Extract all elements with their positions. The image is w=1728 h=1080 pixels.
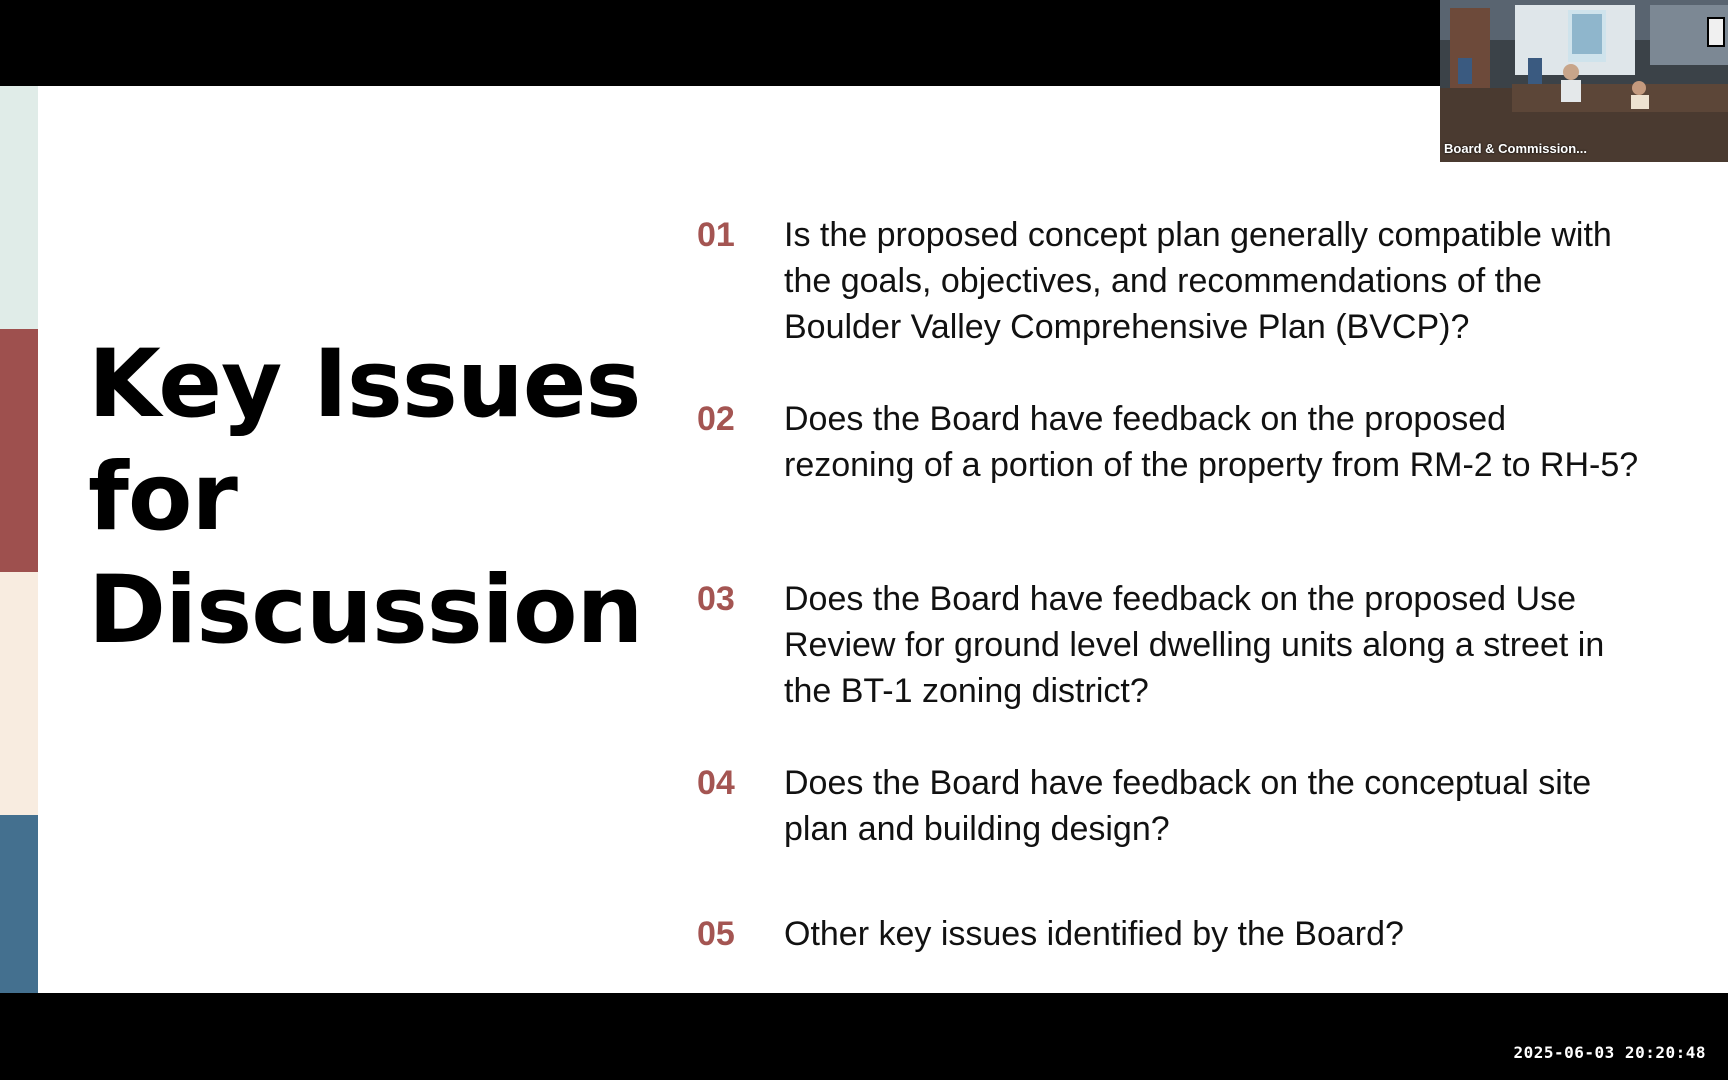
participant-video-tile[interactable] xyxy=(1440,0,1728,162)
issue-text: Does the Board have feedback on the proposed rezoning of a portion of the property from RM-2 to RH-5? xyxy=(784,400,1639,484)
accent-segment-cream xyxy=(0,572,38,815)
issue-text: Other key issues identified by the Board? xyxy=(784,915,1404,953)
issue-text: Does the Board have feedback on the proposed Use Review for ground level dwelling units along a street in the BT-1 zoning district? xyxy=(784,580,1605,710)
accent-segment-mint xyxy=(0,86,38,329)
issue-text: Does the Board have feedback on the conceptual site plan and building design? xyxy=(784,764,1592,848)
accent-bar xyxy=(0,86,38,993)
issue-number: 01 xyxy=(697,216,735,254)
presentation-slide xyxy=(0,86,1728,993)
slide-title: Key Issues for Discussion xyxy=(88,330,643,665)
issue-number: 04 xyxy=(697,764,735,802)
recording-timestamp: 2025-06-03 20:20:48 xyxy=(1513,1043,1706,1062)
issue-number: 05 xyxy=(697,915,735,953)
accent-segment-red xyxy=(0,329,38,572)
issue-number: 03 xyxy=(697,580,735,618)
meeting-room-video-frame xyxy=(1440,0,1728,162)
accent-segment-blue xyxy=(0,815,38,993)
participant-name-label: Board & Commission... xyxy=(1444,141,1588,156)
issue-text: Is the proposed concept plan generally compatible with the goals, objectives, and recommendations of the Boulder Valley Comprehensive Plan (BVCP)? xyxy=(784,216,1612,346)
issue-number: 02 xyxy=(697,400,735,438)
